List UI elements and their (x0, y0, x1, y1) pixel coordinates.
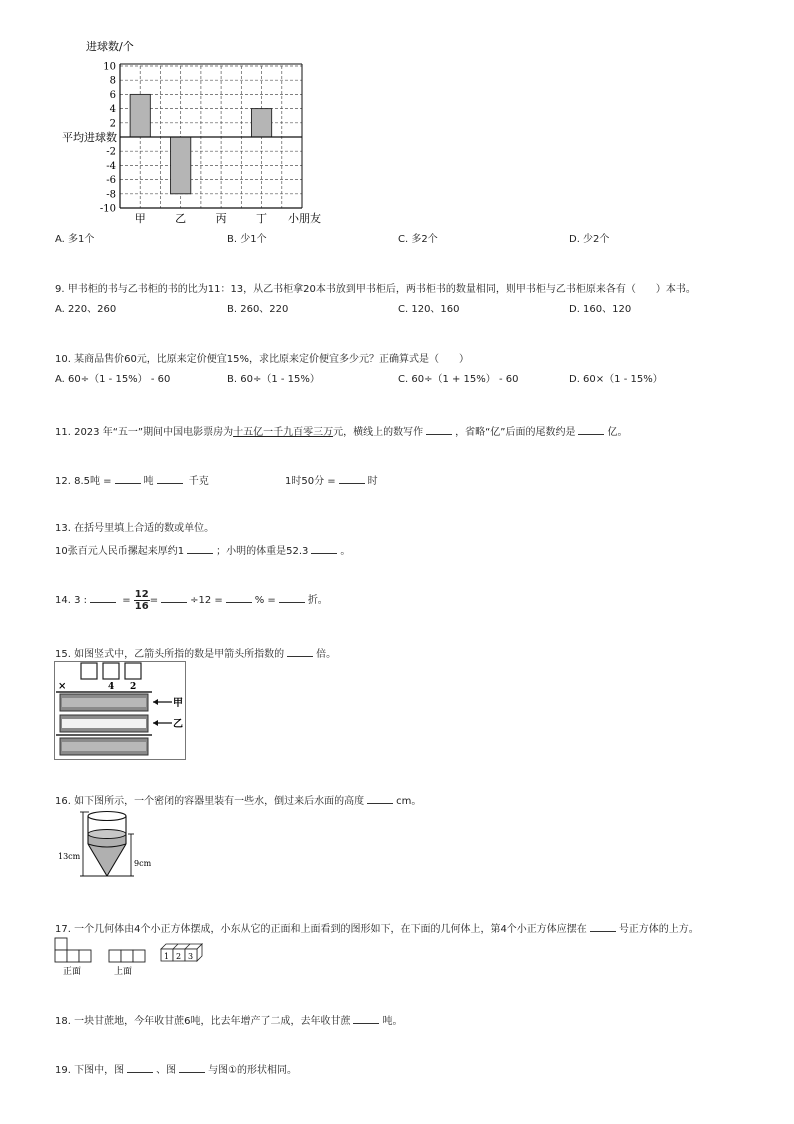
q12-line-a (55, 473, 209, 489)
partial-product-jia-inner (62, 698, 146, 707)
bar-甲 (130, 94, 150, 137)
q9-option-b: B. 260、220 (227, 304, 289, 315)
q18-text-pre: 18. 一块甘蔗地，今年收甘蔗6吨，比去年增产了二成，去年收甘蔗 (55, 1016, 351, 1027)
digit-box-1 (81, 663, 97, 679)
q19-mid1: 、图 (156, 1065, 177, 1076)
q14-t4: 折。 (307, 595, 328, 606)
cube-label-1: 1 (164, 952, 170, 961)
vertical-multiplication-figure (54, 661, 189, 761)
y-tick-label: 10 (103, 61, 116, 73)
q15-text-pre: 15. 如图竖式中，乙箭头所指的数是甲箭头所指数的 (55, 649, 285, 660)
q14-line (55, 588, 328, 614)
q14-blank-1[interactable] (90, 592, 116, 603)
q18-line (55, 1013, 402, 1029)
q17-blank[interactable] (590, 921, 616, 932)
q19-blank-1[interactable] (127, 1062, 153, 1073)
q8-option-b: B. 少1个 (227, 234, 267, 245)
y-tick-label: 6 (109, 89, 116, 101)
q11-mid1: 元，横线上的数写作 (333, 427, 424, 438)
q14-t2: ÷12 = (190, 595, 223, 606)
cube-label-2: 2 (176, 952, 182, 961)
q14-blank-2[interactable] (161, 592, 187, 603)
q11-pre: 11. 2023 年“五一”期间中国电影票房为 (55, 427, 234, 438)
digit-4: 4 (108, 682, 115, 692)
q11-post: 亿。 (607, 427, 628, 438)
cube-views-figure (54, 935, 214, 980)
q12-t2: 千克 (188, 476, 209, 487)
q9-text: 9. 甲书柜的书与乙书柜的书的比为11：13，从乙书柜拿20本书放到甲书柜后，两书柜书的数量相同，则甲书柜与乙书柜原来各有（ ）本书。 (55, 284, 696, 295)
q13-p1: 10张百元人民币摞起来厚约1 (55, 546, 185, 557)
q8-option-a: A. 多1个 (55, 234, 95, 245)
y-tick-label: -10 (99, 203, 116, 215)
top-view (109, 950, 145, 962)
q9-option-c: C. 120、160 (398, 304, 460, 315)
q9-option-a: A. 220、260 (55, 304, 117, 315)
q10-option-c: C. 60÷（1 + 15%） - 60 (398, 374, 519, 385)
q11-mid2: ，省略“亿”后面的尾数约是 (455, 427, 576, 438)
water-surface (88, 830, 126, 839)
q12-blank-1[interactable] (115, 473, 141, 484)
q19-post: 与图①的形状相同。 (208, 1065, 298, 1076)
q13-blank-2[interactable] (311, 543, 337, 554)
container-figure (56, 808, 166, 884)
x-axis-label: 小朋友 (288, 212, 321, 225)
q18-text-post: 吨。 (382, 1016, 403, 1027)
q14-t3: % = (254, 595, 276, 606)
q10-option-b: B. 60÷（1 - 15%） (227, 374, 320, 385)
q12-line-b (285, 473, 378, 489)
label-jia: 甲 (173, 698, 183, 709)
q13-blank-1[interactable] (187, 543, 213, 554)
cube-label-3: 3 (188, 952, 194, 961)
label-13cm: 13cm (58, 852, 81, 861)
y-tick-label: -4 (106, 160, 116, 172)
q18-blank[interactable] (353, 1013, 379, 1024)
baseline-label: 平均进球数 (62, 131, 117, 144)
q14-t1: = (149, 595, 159, 606)
q19-blank-2[interactable] (179, 1062, 205, 1073)
y-tick-label: -2 (106, 146, 116, 158)
y-axis-label: 进球数/个 (86, 40, 134, 53)
q12-pre: 12. 8.5吨 = (55, 476, 112, 487)
cylinder-top (88, 812, 126, 821)
q14-fraction (134, 589, 150, 612)
q13-title: 13. 在括号里填上合适的数或单位。 (55, 523, 215, 534)
label-top: 上面 (114, 967, 133, 977)
q15-line (55, 646, 336, 662)
q16-text-post: cm。 (396, 796, 422, 807)
q17-text-pre: 17. 一个几何体由4个小正方体摆成，小东从它的正面和上面看到的图形如下，在下面的几何体上，第4个小正方体应摆在 (55, 924, 587, 935)
q15-text-post: 倍。 (316, 649, 337, 660)
q14-blank-3[interactable] (226, 592, 252, 603)
front-view (55, 938, 91, 962)
x-tick-label: 丙 (215, 212, 227, 225)
q19-line (55, 1062, 297, 1078)
label-yi: 乙 (173, 719, 183, 730)
q16-line (55, 793, 421, 809)
goal-chart (50, 36, 340, 231)
q14-pre: 14. 3 : (55, 595, 87, 606)
q8-option-c: C. 多2个 (398, 234, 438, 245)
q9-option-d: D. 160、120 (569, 304, 632, 315)
label-9cm: 9cm (134, 859, 152, 868)
y-tick-label: 8 (109, 75, 116, 87)
q11-underlined: 十五亿一千九百零三万 (233, 427, 334, 438)
q13-p3: 。 (340, 546, 351, 557)
label-front: 正面 (63, 967, 82, 977)
q14-eq: = (122, 595, 131, 606)
q14-blank-4[interactable] (279, 592, 305, 603)
digit-2: 2 (130, 682, 137, 692)
bar-乙 (171, 137, 191, 194)
q14-denominator: 16 (134, 600, 149, 612)
digit-box-2 (103, 663, 119, 679)
q10-option-a: A. 60÷（1 - 15%） - 60 (55, 374, 171, 385)
q12-blank-3[interactable] (339, 473, 365, 484)
y-tick-label: -8 (106, 189, 116, 201)
q12-t3: 时 (367, 476, 378, 487)
q14-numerator: 12 (134, 588, 149, 600)
q16-blank[interactable] (367, 793, 393, 804)
q10-option-d: D. 60×（1 - 15%） (569, 374, 663, 385)
times-sign: × (58, 681, 67, 692)
q12-pre2: 1时50分 = (285, 476, 336, 487)
water-fill (88, 834, 126, 876)
digit-box-3 (125, 663, 141, 679)
x-tick-label: 丁 (256, 212, 268, 225)
y-tick-label: -6 (106, 175, 116, 187)
q13-line (55, 543, 350, 559)
q10-text: 10. 某商品售价60元，比原来定价便宜15%，求比原来定价便宜多少元？正确算式是（ ） (55, 354, 470, 365)
x-tick-label: 乙 (175, 212, 187, 225)
bar-丁 (251, 109, 271, 137)
q12-blank-2[interactable] (157, 473, 183, 484)
q13-p2: ；小明的体重是52.3 (216, 546, 309, 557)
partial-product-yi-inner (62, 719, 146, 728)
y-tick-label: 2 (109, 118, 116, 130)
q11-blank-1[interactable] (426, 424, 452, 435)
q19-pre: 19. 下图中，图 (55, 1065, 125, 1076)
product-result-inner (62, 742, 146, 751)
q15-blank[interactable] (287, 646, 313, 657)
q16-text-pre: 16. 如下图所示，一个密闭的容器里装有一些水，倒过来后水面的高度 (55, 796, 365, 807)
q11-line (55, 424, 627, 440)
q12-t1: 吨 (143, 476, 154, 487)
y-tick-label: 4 (109, 104, 116, 116)
q8-option-d: D. 少2个 (569, 234, 610, 245)
q11-blank-2[interactable] (578, 424, 604, 435)
q17-text-post: 号正方体的上方。 (618, 924, 699, 935)
x-tick-label: 甲 (134, 212, 146, 225)
